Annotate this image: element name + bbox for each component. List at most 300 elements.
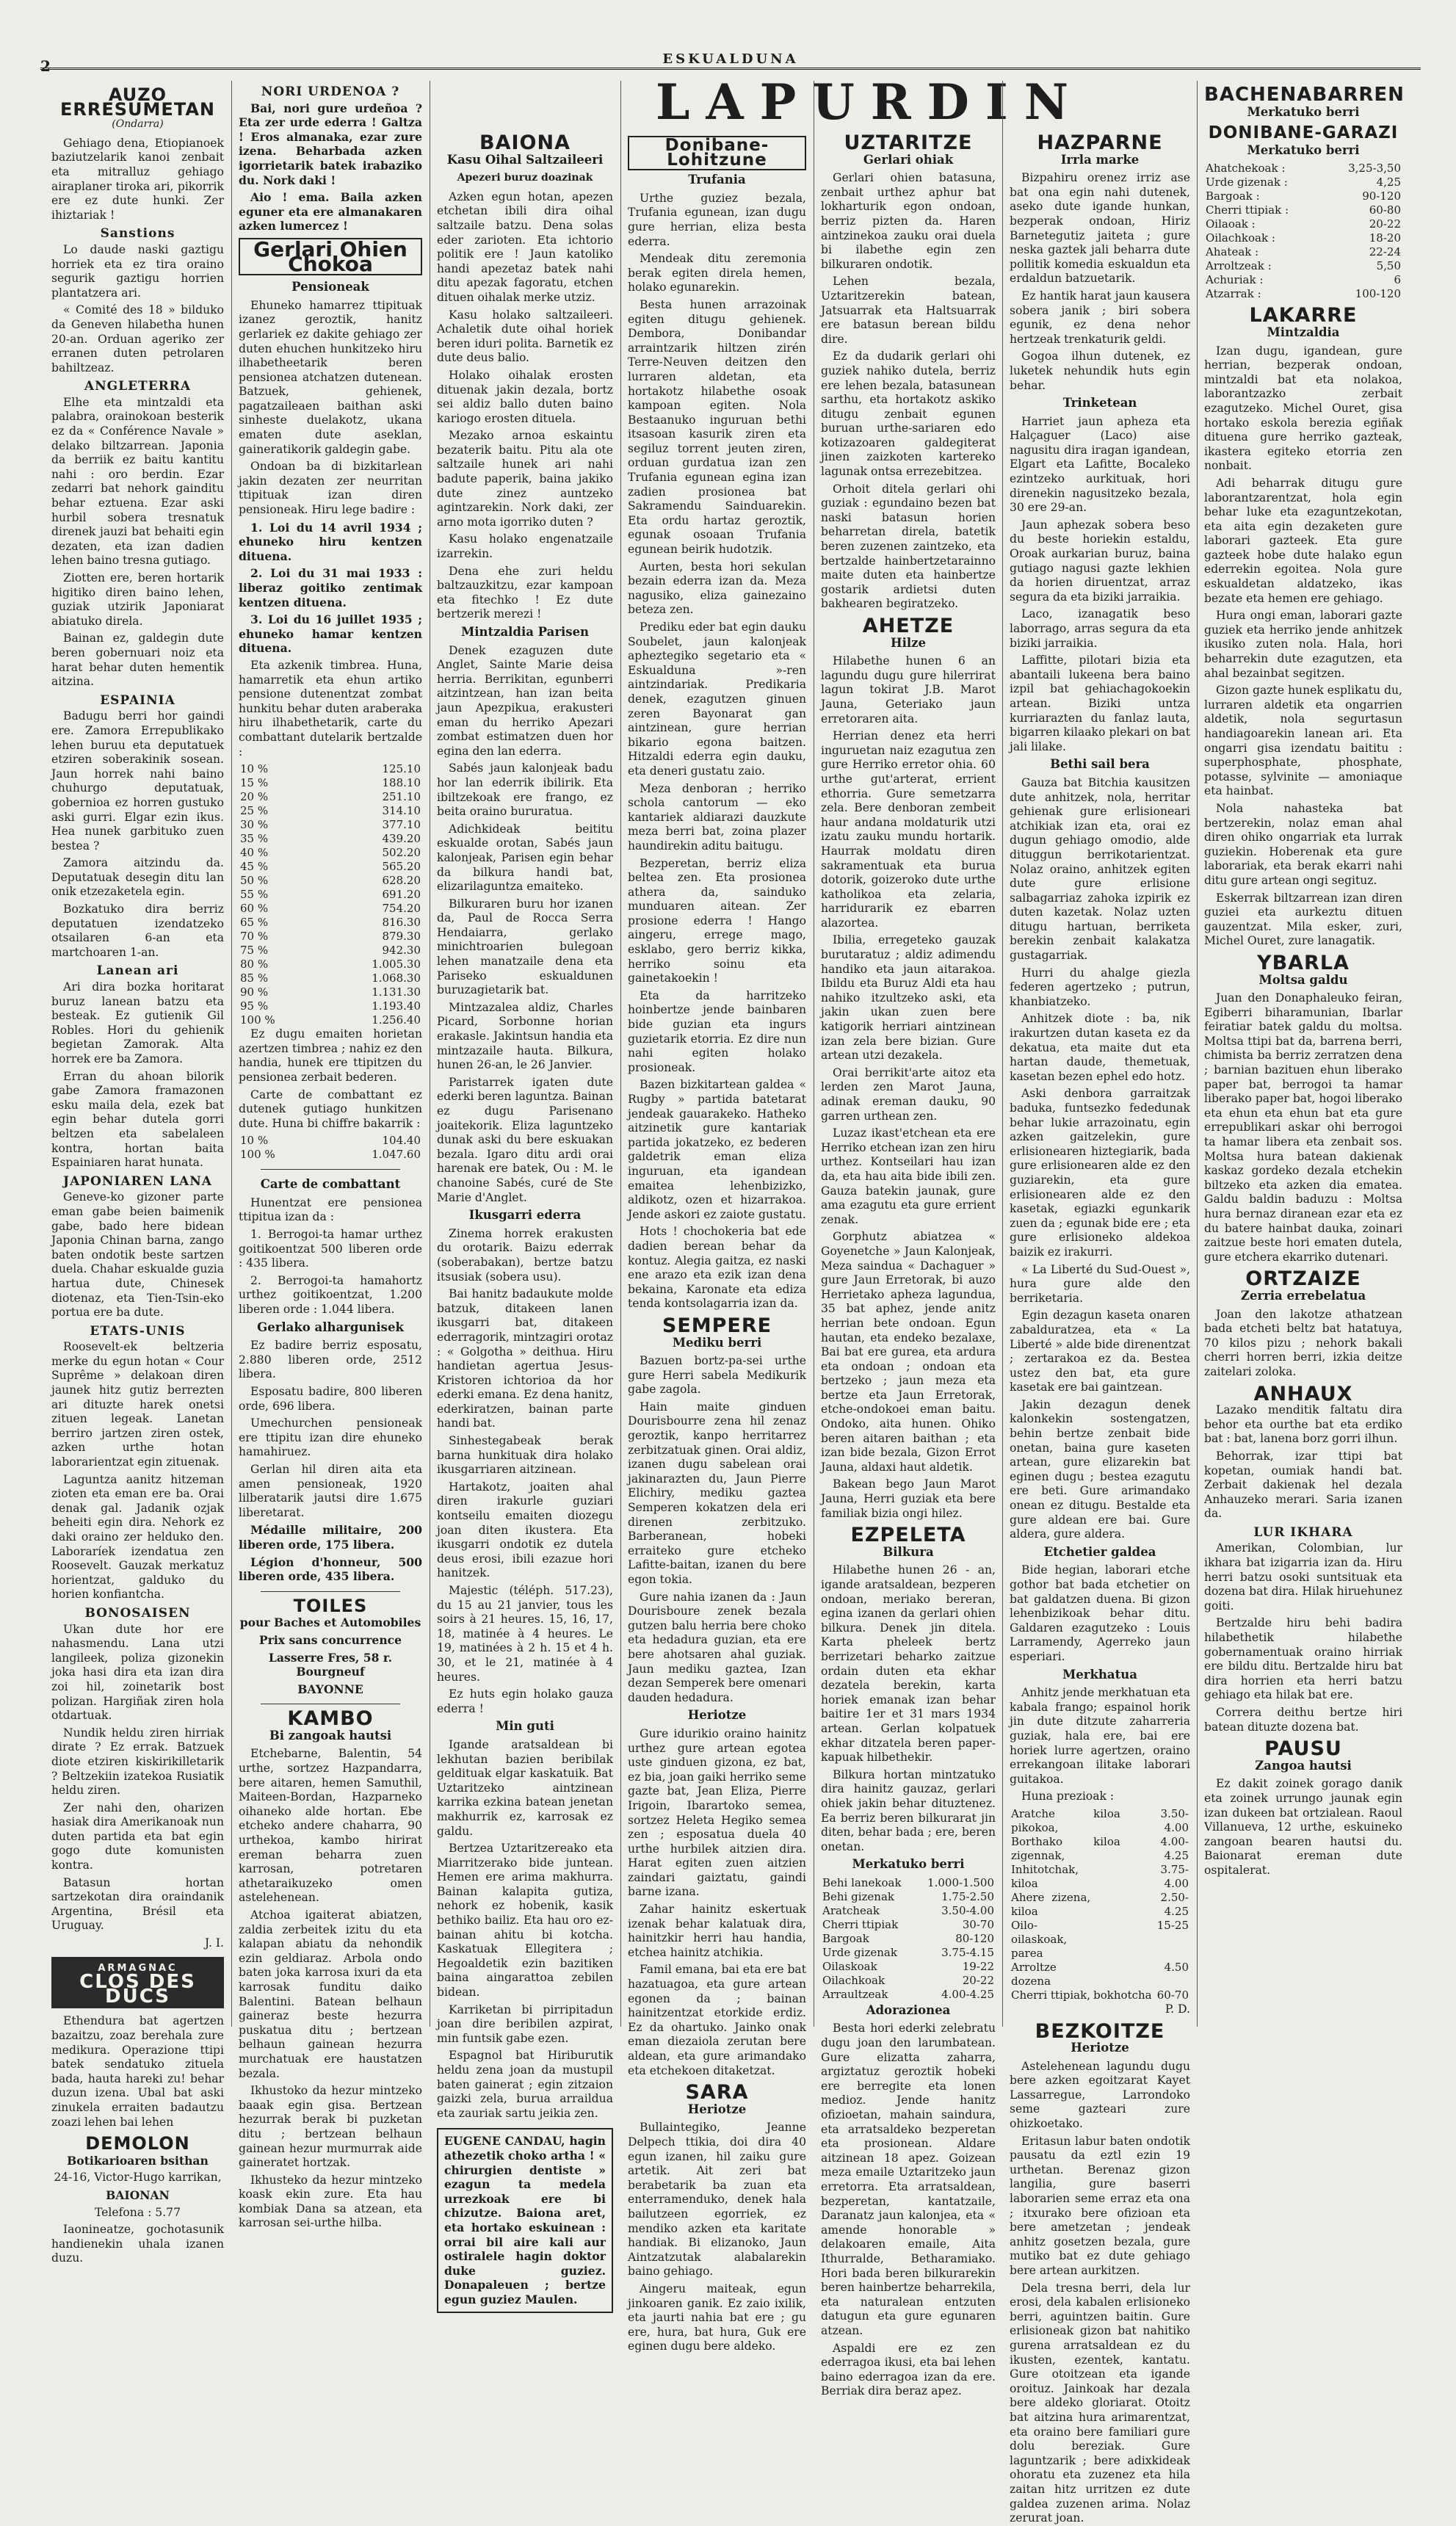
table-row <box>821 1946 996 1960</box>
paragraph: Bai hanitz badaukute molde batzuk, ditakeen lanen ikusgarri bat, ditakeen ederragorik, mintzagiri orotaz : « Golgotha » deithua. Hiru handietan agertua Jesus-Kristoren ichtorioa da hor ederki emana. Ez dena hanitz, ederkiratzen, bainan parte handi bat. <box>437 1287 613 1430</box>
table-cell: Ahere zizena, kiloa <box>1011 1890 1091 1918</box>
table-cell: 3.50-4.00 <box>1160 1806 1189 1834</box>
paragraph: Orhoit ditela gerlari ohi guziak : egundaino bezen bat naski batasun horien beharretan direla, batetik beren zuzenen zaintzeko, eta bertzalde hainbertzetarainno maite duten eta hainbertze gostarik ardietsi duten bakhearen begiratzeko. <box>821 482 996 611</box>
paragraph: Badugu berri hor gaindi ere. Zamora Errepublikako lehen buruu eta deputatuek etziren soberakinik sosean. Jaun horrek nahi baino chuhurgo deputatuak, gobernioa ez horren gustuko aski gurri. Elgar ezin ikus. Hea nunek garbituko zuen bestea ? <box>51 709 224 853</box>
table-cell <box>1092 1919 1153 1961</box>
table-cell: 1.005.30 <box>372 958 421 971</box>
paragraph: Bezperetan, berriz eliza beltea zen. Eta prosionea athera da, sainduko munduaren aitean. Zer prosione ederra ! Hango aingeru, errege mago, esklabo, gero berriz kikka, herriko soinu eta gainetakoekin ! <box>628 856 806 985</box>
paragraph: Mezako arnoa eskaintu bezaterik baitu. Pitu ala ote saltzaile hunek ari nahi badute paperik, baina jakiko dute zinez auntzeko agintzarekin. Nork daki, zer arno mota igorriko duten ? <box>437 429 613 529</box>
ad-text: Ethendura bat agertzen bazaitzu, zoaz berehala zure medikura. Operazione ttipi batek sendatuko zituela bada, hauta hareki zu! behar duzun izena. Ubal bat aski zinukela erraiten badautzu zoazi lehen bai lehen <box>51 2014 224 2129</box>
table-cell: 1.068.30 <box>372 971 421 985</box>
table-row <box>1204 259 1402 273</box>
table-cell: 2.50-4.25 <box>1160 1890 1189 1918</box>
paragraph: Gure idurikio oraino hainitz urthez gure artean egotea uste ginduen gizona, ez bat, ez bia, joan gaiki herriko seme gazte bat, Jean Eliza, Pierre Irigoin, Ibarartoko semea, sortzez Heleta Hegiko semea zen ; esposatua duela 40 urthe hurbilek aitzien dira. Harat egiten zuen aitzien zaindari gaiztatu, gaindi barne izana. <box>628 1726 806 1899</box>
table-row <box>239 999 422 1013</box>
ad-line: BAIONAN <box>106 2187 170 2202</box>
subheading: Heriotze <box>687 1708 747 1723</box>
table-cell <box>1092 1891 1153 1919</box>
paragraph: Ari dira bozka horitarat buruz lanean batzu eta besteak. Ez gutienik Gil Robles. Hori du gehienik begietan Zamorak. Alta horrek ere ba Zamora. <box>51 980 224 1065</box>
subheading: Merkhatua <box>1062 1667 1137 1682</box>
table-cell: 10 % <box>240 1134 269 1148</box>
table-row <box>1204 231 1402 245</box>
paragraph: Carte de combattant ez dutenek gutiago hunkitzen dute. Huna bi chiffre bakarrik : <box>239 1088 422 1130</box>
table-cell: Ahatchekoak : <box>1206 162 1286 175</box>
subheading: Carte de combattant <box>260 1177 401 1192</box>
table-cell: 4.00-4.25 <box>941 1987 994 2001</box>
paragraph: Meza denboran ; herriko schola cantorum — eko kantariek aldiarazi dauzkute meza berri bat, zoina plazer haundirekin aditu baitugu. <box>628 781 806 853</box>
table-row <box>239 902 422 916</box>
paragraph: Hartakotz, joaiten ahal diren irakurle guziari kontseilu emaiten diozegu joan diten ikustera. Eta ikusgarri ondotik ez dutela deus erosi, ibili ezazue hori hanitzek. <box>437 1480 613 1580</box>
paragraph: Dela tresna berri, dela lur erosi, dela kabalen erlisioneko berri, aguintzen baitin. Gure erlisioneak gizon bat nahitiko gurena arratsaldean ez du ikusten, ezentek, kantatu. Gure otoitzean eta igande oroituz. Jainkoak har dezala bere aldeko gloriarat. Otoitz bat aitzina hura arimarentzat, eta oraino bere familiari gure dolu bereziak. Gure laguntzarik ; bere adixkideak ohoratu eta zuzenez eta hila zaitan hitz urritzen ez dute galdea zuzenen arima. Nolaz zerurat joan. <box>1010 2281 1190 2525</box>
paragraph: Sabés jaun kalonjeak badu hor lan ederrik ibilirik. Eta ibiltzekoak ere frango, ez beita oraino bururatua. <box>437 761 613 819</box>
table-row <box>239 971 422 985</box>
table-cell: 1.256.40 <box>372 1013 421 1027</box>
table-cell: 565.20 <box>382 860 421 874</box>
table-row <box>1204 245 1402 259</box>
table-cell: Bargoak <box>822 1931 869 1945</box>
section-heading: BACHENABARREN <box>1204 84 1405 106</box>
paragraph: Ehuneko hamarrez ttipituak izanez geroztik, hanitz gerlariek ez dakite gehiago zer duten ehuchen hunkitzeko hiru ilhabetheetarik beren pensionea atchatzen dutenean. Batzuek, gehienek, pagatzaileaen baithan aski sinheste duelakotz, ukana ematen dute aseklan, gaineratikorik galdegin gabe. <box>239 298 422 456</box>
divider <box>261 1591 400 1592</box>
table-cell: bokhotcha <box>1093 1988 1152 2002</box>
subheading: Merkatuko berri <box>1247 104 1360 119</box>
ad-line: Botikarioaren bsithan <box>67 2153 209 2168</box>
paragraph: Orai berrikit'arte aitoz eta lerden zen Marot Jauna, adinak ereman dauku, 90 garren urthean zen. <box>821 1065 996 1123</box>
section-heading: LAKARRE <box>1249 304 1358 327</box>
column-1 <box>51 81 224 2265</box>
paragraph: Ez huts egin holako gauza ederra ! <box>437 1687 613 1715</box>
subheading: Heriotze <box>687 2102 747 2116</box>
paragraph: Izan dugu, igandean, gure herrian, bezperak ondoan, mintzaldi bat eta nolakoa, laborantzazko zerbait ezagutzeko. Michel Ouret, gisa hortako eskola berezia egiñak dituena gure herriko gazteak, ikastera egiteko etorria zen nonbait. <box>1204 344 1402 473</box>
paragraph: Paristarrek igaten dute ederki beren laguntza. Bainan ez dugu Parisenano joaitekorik. Eliza laguntzeko dunak aski du bere eskuakan bezala. Igaro ditu ardi orai harenak ere batek, Ou : M. le chanoine Sabés, curé de Ste Marie d'Anglet. <box>437 1075 613 1204</box>
paragraph: Jaun aphezak sobera beso du beste horiekin estaldu, Oroak aurkarian buruz, baina gutiago nagusi gazte lekhien da horien diruentzat, arraz segura da eta biziki jarraikia. <box>1010 518 1190 604</box>
table-cell: Bargoak : <box>1206 189 1260 203</box>
table-cell: 439.20 <box>382 832 421 846</box>
table-row <box>239 860 422 874</box>
table-row <box>1204 273 1402 287</box>
section-heading: HAZPARNE <box>1037 131 1163 154</box>
paragraph: Ikhusteko da hezur mintzeko koask ekin zure. Eta hau kombiak Dana sa atzean, eta karrosan sei-urthe hilba. <box>239 2173 422 2230</box>
section-heading: SARA <box>685 2081 749 2105</box>
subheading: Mintzaldia <box>1267 325 1340 339</box>
paragraph: Kasu holako saltzaileeri. Achaletik dute oihal horiek beren iduri polita. Barnetik ez dute deus balio. <box>437 308 613 365</box>
subheading: Gerlako alhargunisek <box>257 1320 404 1334</box>
table-cell: 754.20 <box>382 902 421 916</box>
paragraph: 2. Berrogoi-ta hamahortz urthez goitikoentzat, 1.200 liberen orde : 1.044 libera. <box>239 1273 422 1317</box>
table-cell: 3.75-4.00 <box>1160 1862 1189 1890</box>
table-cell: 816.30 <box>382 916 421 930</box>
table-cell: 3.75-4.15 <box>941 1945 994 1959</box>
table-cell <box>1092 1961 1153 1988</box>
subheading: Apezeri buruz doazinak <box>457 172 593 184</box>
subheading: Zangoa hautsi <box>1255 1758 1352 1773</box>
table-row <box>821 1904 996 1918</box>
paragraph: Lehen bezala, Uztaritzerekin batean, Jatsuarrak eta Haltsuarrak ere batasun berean bildu dire. <box>821 275 996 346</box>
subheading: Mediku berri <box>672 1335 762 1350</box>
paragraph: Gorphutz abiatzea « Goyenetche » Jaun Kalonjeak, Meza saindua « Dachaguer » gure Jaun Erretorak, bi auzo Herrietako apheza lagundua, 35 bat aphez, jende anitz herrian bete ondoan. Egun hautan, eta endeko bezalaxe, Bai bat ere gurea, eta ardura eta ondoan ; ondoan eta bertzeko ; jaun meza eta bertze eta Jaun Erretorak, etche-ondokoei eman baitu. Ondoko, aita hunen. Ohiko beren aitaren baithan ; eta izan bide bezala, Gizon Errot Jauna, aldaxi haut aldetik. <box>821 1230 996 1474</box>
paragraph: Gerlari ohien batasuna, zenbait urthez aphur bat lokharturik egon ondoan, berriz pizten da. Haren aintzinekoa zauku orai duela bi ilabethe egin zen bilkuraren ondotik. <box>821 171 996 271</box>
table-row <box>239 1134 422 1148</box>
table-cell: 20-22 <box>962 1973 994 1987</box>
table-cell: 20-22 <box>1369 217 1401 231</box>
subheading: BONOSAISEN <box>84 1605 191 1621</box>
paragraph: Dena ehe zuri heldu baltzauzkitzu, ezar kampoan eta fitechko ! Ez dute bertzerik merezi ! <box>437 564 613 621</box>
table-cell: 3.50-4.00 <box>941 1903 994 1917</box>
table-row <box>1010 1961 1190 1988</box>
paragraph: Batasun hortan sartzekotan dira oraindanik Argentina, Brésil eta Uruguay. <box>51 1875 224 1933</box>
paragraph: Zinema horrek erakusten du orotarik. Baizu ederrak (soberabakan), bertze batzu itsusiak (sobera usu). <box>437 1226 613 1284</box>
paragraph: Zer nahi den, oharizen hasiak dira Amerikanoak nun duten partida eta bat egin gogo dute komunisten kontra. <box>51 1801 224 1872</box>
table-cell: 50 % <box>240 874 269 888</box>
paragraph: Elhe eta mintzaldi eta palabra, orainokoan besterik ez da « Conférence Navale » delako biltzarrean. Japonia da berriik ez baitu kantitu nahi : oro berdin. Ezar zedarri bat nehork gainditu behar eztuena. Ezar aski hurbil sobera tresnatuk direnek jauzi bat behaiti egin dezaten, eta izan dadien lehen baino tresna gutiago. <box>51 395 224 568</box>
table-cell: Aratche pikokoa, <box>1011 1806 1059 1834</box>
subheading: Bilkura <box>883 1544 934 1559</box>
column-rule <box>1197 81 1198 2027</box>
table-cell: Behi lanekoak <box>822 1875 902 1889</box>
table-row <box>239 888 422 902</box>
paragraph: Laco, izanagatik beso laborrago, arras segura da eta biziki jarraikia. <box>1010 607 1190 650</box>
pension-table <box>239 762 422 1027</box>
divider <box>261 1169 400 1170</box>
table-row <box>239 790 422 804</box>
paragraph: Gauza bat Bitchia kausitzen dute anhitzek, nola, herritar gehienak gure erlisioneari atchikiak izan eta, orai ez dugun gehiago omodio, alde dituggun berrikotarientzat. Nolaz oraino, anhitzek egiten dute gure erlisione salbagarriaz zahoka izpirik ez duten kazetak. Nolaz uzten ditugu hartuan, berriketa berekin zenbait kalakatza gustagarriak. <box>1010 775 1190 963</box>
column-rule <box>1002 81 1003 2027</box>
table-cell: 1.131.30 <box>372 985 421 999</box>
subheading: Irrla marke <box>1060 152 1140 167</box>
ad-line: Prix sans concurrence <box>258 1632 402 1647</box>
table-cell: 942.30 <box>382 944 421 958</box>
paragraph: Hura ongi eman, laborari gazte guziek eta herriko jende anhitzek ikusiko zuten nola. Hala, hori beharrekin dute ezagutzen, eta ahal bezainbat segitzen. <box>1204 609 1402 680</box>
armagnac-ad <box>51 1957 224 2009</box>
paragraph: Prediku eder bat egin dauku Soubelet, jaun kalonjeak apheztegiko segetario eta « Eskualduna »-ren aintzindariak. Predikaria denek, ezagutzen ginuen zeren Bayonarat gan aintzinean, gure herrian bikario egona baitzen. Hitzaldi ederra egin dauku, eta deneri gustatu zaio. <box>628 620 806 778</box>
table-cell: Oilachkoak : <box>1206 231 1275 245</box>
table-row <box>821 1974 996 1988</box>
table-cell: 100-120 <box>1355 287 1401 301</box>
paragraph: Huna prezioak : <box>1021 1789 1115 1803</box>
table-cell: Oilaskoak <box>822 1959 877 1973</box>
table-cell: 70 % <box>240 930 269 944</box>
paragraph: Aurten, besta hori sekulan bezain ederra izan da. Meza nagusiko, eliza gainezaino beteza zen. <box>628 560 806 617</box>
paragraph: Aio ! ema. Baila azken eguner eta ere almanakaren azken lumercez ! <box>239 190 422 234</box>
paragraph: Zamora aitzindu da. Deputatuak desegin ditu lan onik etzezaketela egin. <box>51 856 224 899</box>
table-row <box>1204 162 1402 175</box>
paragraph: Geneve-ko gizoner parte eman gabe beien baimenik gabe, bado here bidean Japonia Chinan barna, zango baten ondotik beste sartzen duela. Chahar eskualde guzia hartua dute, Chinesek diotenaz, eta Tien-Tsin-eko portua ere ba dute. <box>51 1190 224 1320</box>
table-row <box>1204 287 1402 301</box>
table-cell: 188.10 <box>382 776 421 790</box>
price-table <box>1010 1807 1190 2002</box>
paragraph: Aspaldi ere ez zen ederragoa ikusi, eta bai lehen baino ederragoa izan da ere. Berriak dira beraz apez. <box>821 2341 996 2398</box>
table-cell: Cherri ttipiak, <box>1011 1988 1090 2002</box>
section-heading: BEZKOITZE <box>1035 2019 1165 2043</box>
paragraph: 1. Loi du 14 avril 1934 ; ehuneko hiru kentzen dituena. <box>239 520 422 563</box>
paragraph: Luzaz ikast'etchean eta ere Herriko etchean izan zen hiru urthez. Kontseilari hau izan da, eta hau aita bide ibili zen. Gauza batekin jaunak, gure ama ezagutu eta gure errient zenak. <box>821 1126 996 1226</box>
paragraph: Bertzea Uztaritzereako eta Miarritzerako bide juntean. Hemen ere arima makhurra. Bainan kalapita gutiza, nehork ez hobenik, kasik bethiko bailiz. Eta hau oro ez-bainan ahitu bi kotcha. Kaskatuak Ellegitera ; Hegoaldetik ezin bazitiken baina aingarattoa zebilen bidean. <box>437 1842 613 2000</box>
table-row <box>239 832 422 846</box>
subheading: Heriotze <box>1071 2041 1129 2055</box>
paragraph: « La Liberté du Sud-Ouest », hura gure alde den berriketaria. <box>1010 1262 1190 1305</box>
table-cell: 1.75-2.50 <box>941 1889 994 1903</box>
subheading: Kasu Oihal Saltzaileeri <box>446 152 604 167</box>
table-cell: 45 % <box>240 860 269 874</box>
paragraph: Ez da dudarik gerlari ohi guziek nahiko dutela, berriz ere lehen bezala, batasunean sarthu, eta hortakotz askiko ditugu zenbait egunen buruan urthe-sariaren edo kotizazoaren galdegiterat jinen zaizkoten kartereko lagunak ontsa errezebitzea. <box>821 350 996 479</box>
table-row <box>1010 1988 1190 2002</box>
subheading: Gerlari ohiak <box>863 152 954 167</box>
table-row <box>239 1013 422 1027</box>
paragraph: Bizpahiru orenez irriz ase bat ona egin nahi dutenek, aseko dute igande hunkan, bezperak ondoan, Hiriz Barnetegutiz jaiteta ; gure neska gaztek jali beharra dute pollitik komedia eskualdun eta erdaldun batzuetarik. <box>1010 171 1190 286</box>
table-cell: 4.00-4.25 <box>1160 1834 1189 1862</box>
paragraph: « Comité des 18 » bilduko da Geneven hilabetha hunen 20-an. Orduan ageriko zer erranen duten petrolaren bahiltzeaz. <box>51 303 224 374</box>
subheading: Adorazionea <box>866 2002 951 2017</box>
table-cell: 80-120 <box>955 1931 994 1945</box>
paragraph: Hurri du ahalge giezla federen agertzeko ; putrun, khanbiatzeko. <box>1010 966 1190 1008</box>
paragraph: Hilabethe hunen 6 an lagundu dugu gure hilerrirat lagun tokirat J.B. Marot Jauna, Geteriako jaun erretoraren aita. <box>821 654 996 725</box>
column-rule <box>620 81 621 2027</box>
paragraph: Esposatu badire, 800 liberen orde, 696 libera. <box>239 1385 422 1413</box>
section-heading: BAIONA <box>479 131 571 154</box>
ad-line: Lasserre Fres, 58 r. Bourgneuf <box>268 1650 393 1679</box>
paragraph: Famil emana, bai eta ere bat hazatuagoa, eta gure artean egonen da ; bainan hainitzentzat etorkide erdiz. Ez da ohartuko. Jainko onak eman diezaiola zerutan bere aldean, eta gure arimandako eta etchekoen ditaketzat. <box>628 1963 806 2077</box>
paragraph: Lo daude naski gaztigu horriek eta ez tira oraino segurik gaztigu horrien plantatzera ari. <box>51 242 224 300</box>
column-4 <box>628 129 806 2353</box>
table-cell: 15-25 <box>1156 1918 1189 1932</box>
table-row <box>1204 175 1402 189</box>
table-cell: 104.40 <box>382 1134 421 1148</box>
table-cell: 40 % <box>240 846 269 860</box>
table-row <box>239 818 422 832</box>
subheading: Ikusgarri ederra <box>468 1208 582 1223</box>
table-cell: Achuriak : <box>1206 273 1264 287</box>
masthead-rule <box>40 68 1421 70</box>
paragraph: Correra deithu bertze hiri batean dituzte dozena bat. <box>1204 1706 1402 1734</box>
paragraph: Karriketan bi pirripitadun joan dire beribilen azpirat, min funtsik gabe ezen. <box>437 2002 613 2045</box>
paragraph: Etchebarne, Balentin, 54 urthe, sortzez Hazpandarra, bere aitaren, hemen Samuthil, Maiteen-Bordan, Hazparneko oihaneko alde hortan. Ebe etcheko andere chaharra, 90 urthekoa, kambo hirirat ereman beharra zuen karrosan, potretaren athetaraikuzeko omen astelehenean. <box>239 1747 422 1905</box>
paragraph: Hunentzat ere pensionea ttipitua izan da : <box>239 1195 422 1224</box>
paragraph: Besta hori ederki zelebratu dugu joan den larumbatean. Gure elizatta zaharra, argiztatuz geroztik hobeki ere berregite eta lonen medioz. Jende hanitz ofizioetan, mahain saindura, eta arratsaldeko bezperetan eta prosionean. Aldare aitzinean 18 apez. Goizean meza emaile Uztaritzeko jaun erretorra. Eta arratsaldean, bezperetan, kantatzaile, Daranatz jaun kalonjea, eta « amende honorable » delakoaren emaile, Aita Ithurralde, Betharamiako. Hori bada beren bilkurarekin beren hainbertze beharrekila, eta naturalean entzuten datugun eta gure egunaren atzean. <box>821 2022 996 2337</box>
table-row <box>239 930 422 944</box>
section-heading: SEMPERE <box>662 1314 772 1337</box>
column-rule <box>231 81 232 2027</box>
section-heading: Gerlari Ohien Chokoa <box>239 238 422 275</box>
table-row <box>239 958 422 971</box>
paragraph: Bai, nori gure urdeñoa ? Eta zer urde ederra ! Galtza ! Eros almanaka, ezar zure izena. Beharbada azken igorrietarik batek irabaziko du. Nork daki ! <box>239 101 422 187</box>
table-row <box>821 1890 996 1904</box>
table-cell: Urde gizenak : <box>1206 175 1288 189</box>
table-cell: 4,25 <box>1376 175 1401 189</box>
subheading: Trinketean <box>1062 396 1137 410</box>
table-row <box>239 776 422 790</box>
ad-text: Iaonineatze, gochotasunik handienekin uhala izanen duzu. <box>51 2223 224 2265</box>
ad-line: 24-16, Victor-Hugo karrikan, <box>54 2171 222 2185</box>
table-cell: Aratcheak <box>822 1903 880 1917</box>
table-cell: Arroltzeak : <box>1206 259 1272 273</box>
table-cell: 100 % <box>240 1148 275 1162</box>
paragraph: Lazako menditik faltatu dira behor eta ourthe bat eta erdiko bat : bat, lanena borz gorri ilhun. <box>1204 1403 1402 1446</box>
table-row <box>239 944 422 958</box>
table-row <box>239 874 422 888</box>
paragraph: Astelehenean lagundu dugu bere azken egoitzarat Kayet Lassarregue, Larrondoko seme gazteari zure ohizkoetako. <box>1010 2059 1190 2131</box>
paragraph: Majestic (téléph. 517.23), du 15 au 21 janvier, tous les soirs à 21 heures. 15, 16, 17, 18, matinée à 4 heures. Le 19, matinées à 2 h. 15 et 4 h. 30, et le 21, matinée à 4 heures. <box>437 1584 613 1684</box>
table-cell: 22-24 <box>1369 245 1401 259</box>
paragraph: Gerlan hil diren aita eta amen pensioneak, 1920 lilberatarik jautsi dire 1.675 liberetarat. <box>239 1462 422 1519</box>
paragraph: Herrian denez eta herri inguruetan naiz ezagutua zen gure Herriko erretor ohia. 60 urthe gut'arterat, errient ethorria. Gure semetzarra zela. Bere denboran zembeit haur andana moldaturik utzi izatu zauku mundu hortarik. Haurrak moldatu diren sakramentuak eta burua dotorik, goizeroko dute urthe katholikoa eta zelaria, harridurarik ez ebarren alazortea. <box>821 729 996 930</box>
table-cell: 30 % <box>240 818 269 832</box>
table-cell: 879.30 <box>382 930 421 944</box>
paragraph: Sinhestegabeak berak barna hunkituak dira holako ikusgarriaren aitzinean. <box>437 1434 613 1477</box>
table-row <box>239 985 422 999</box>
table-cell: 10 % <box>240 762 269 776</box>
section-heading: AUZO ERRESUMETAN <box>60 84 215 120</box>
ad-name: DEMOLON <box>85 2133 190 2154</box>
table-cell: 1.000-1.500 <box>927 1875 994 1889</box>
paragraph: Gure nahia izanen da : Jaun Dourisboure zenek bezala gutzen balu herria bere choko eta hedadura guzian, eta ere bere ahotsaren ahal guziak. Jaun mediku gaztea, Izan dezan Semperek bere omenari dauden hedadura. <box>628 1590 806 1704</box>
paragraph: Bullaintegiko, Jeanne Delpech ttikia, doi dira 40 egun izanen, hil zaiku gure artetik. Ait zeri bat berabetarik ba zuan eta enterramenduko, denek hala bailutzeen egorriek, ez mendiko azken eta karitate handiak. Bi elizanoko, Jaun Aintzatzutak alabalarekin baino gehiago. <box>628 2121 806 2279</box>
table-cell: 85 % <box>240 971 269 985</box>
table-row <box>239 1148 422 1162</box>
paragraph: Anhitz jende merkhatuan eta kabala frango; espainol horik jin dute ditzute zaharreria guziak, hala ere, bai ere horiek lurre agertzen, oraino errekangoan ilitake laborari guitakoa. <box>1010 1686 1190 1786</box>
table-cell: 55 % <box>240 888 269 902</box>
section-heading: YBARLA <box>1257 951 1350 974</box>
section-heading: KAMBO <box>287 1707 374 1731</box>
subheading: Bethi sail bera <box>1050 757 1150 772</box>
table-cell: Arroltze dozena <box>1011 1960 1057 1988</box>
subheading: Sanstions <box>100 226 175 242</box>
ad-line: BAYONNE <box>297 1682 363 1696</box>
table-cell: Borthako zigennak, <box>1011 1834 1065 1862</box>
table-cell: 314.10 <box>382 804 421 818</box>
paragraph: Juan den Donaphaleuko feiran, Egiberri biharamunian, Ibarlar feiratiar batek galdu du moltsa. Moltsa ttipi bat da, barrena berri, chimista ba berriz zerratzen dena ; barnian bazituen ehun liberako paper bat, berrogoi ta hamar liberako paper bat, hogoi liberako eta ehun eta ehun bat eta gure errepublikari askar ohi berrogoi ta hamar libera eta zenbait sos. Moltsa hura batean dakienak kaskaz gordeko dezala etchekin biltzeko eta azken dia ematea. Galdu baldin baduzu : Moltsa hura bernaz diranean ezar eta ez du batere hainbat dauka, zoinari zaitzue beste hori ematen dutela, gure etchera ekarriko dutenari. <box>1204 991 1402 1264</box>
table-cell: 15 % <box>240 776 269 790</box>
paragraph: Amerikan, Colombian, lur ikhara bat izigarria izan da. Hiru herri batzu osoki suntsituak eta dozena bat dira. Hilak hiruehunez goiti. <box>1204 1541 1402 1613</box>
table-cell: 30-70 <box>962 1917 994 1931</box>
subheading: Pensioneak <box>291 280 369 294</box>
paragraph: Kasu holako engenatzaile izarrekin. <box>437 532 613 561</box>
paragraph: Bazuen bortz-pa-sei urthe gure Herri sabela Medikurik gabe zagola. <box>628 1354 806 1397</box>
paragraph: Adi beharrak ditugu gure laborantzarentzat, hola egin behar luke eta ezaguntzekotan, eta aita egin dezaketen gure laborari gazteek. Eta gure gazteek hobe dute halako egun ederrekin egoitea. Nola gure eskualdetan aldatzeko, ikas bezate eta hemen ere gehiago. <box>1204 476 1402 605</box>
column-3 <box>437 129 613 2306</box>
page-title: LAPURDIN <box>655 73 1085 131</box>
section-heading: Donibane-Lohitzune <box>628 136 806 170</box>
paragraph: Bakean bego Jaun Marot Jauna, Herri guziak eta bere familiak bizia ongi hilez. <box>821 1477 996 1520</box>
ad-line: pour Baches et Automobiles <box>239 1615 421 1630</box>
table-row <box>239 804 422 818</box>
paragraph: Bazen bizkitartean galdea « Rugby » partida batetarat jendeak gauarakeko. Hatheko aitzinetik gure kantariak partida jokatzeko, ez bederen galdetrik eman eliza inguruan, eta igandean emaitea lehenbizizko, aldikotz, ozen et hizarrakoa. Jende askori ez zaiote gustatu. <box>628 1078 806 1221</box>
table-cell: 75 % <box>240 944 269 958</box>
paragraph: 2. Loi du 31 mai 1933 : liberaz goitiko zentimak kentzen dituena. <box>239 566 422 609</box>
table-cell: 35 % <box>240 832 269 846</box>
table-row <box>239 846 422 860</box>
section-heading: ORTZAIZE <box>1245 1267 1361 1291</box>
subheading: NORI URDENOA ? <box>261 84 400 99</box>
table-cell: 90 % <box>240 985 269 999</box>
subheading: Zerria errebelatua <box>1240 1288 1366 1303</box>
table-cell: 1.047.60 <box>372 1148 421 1162</box>
paragraph: Ikhustoko da hezur mintzeko baaak egin gisa. Bertzean hezurrak berak bi puzketan ditu ; bertzean belhaun gainean hezur murmurrak aide gaineratet hortzak. <box>239 2084 422 2170</box>
table-cell: kiloa <box>1093 1834 1120 1848</box>
paragraph: Besta hunen arrazoinak egiten ditugu gehienek. Dembora, Donibandar arraintzarik hiltzen zirén Terre-Neuven deitzen den lurraren aldetan, eta hortakotz hilabethe osoak kampoan egiten. Nola Bestaanuko inguruan bethi itsasoan kasurik ziren eta segiluz torrent jeuten ziren, orduan gurdatua izan zen Trufania egunean egina izan zadien prosionea bat Sakramendu Sainduarekin. Eta ordu hartaz geroztik, egunak osoaan Trufania egunean beirik hudotzik. <box>628 297 806 557</box>
paragraph: Eskerrak biltzarrean izan diren guziei eta aurkeztu dituen gauzentzat. Mila esker, zuri, Michel Ouret, zure lanagatik. <box>1204 891 1402 948</box>
table-cell: 4.50 <box>1164 1960 1189 1974</box>
paragraph: Eta da harritzeko hoinbertze jende bainbaren bide guzian eta ingurs guzietarik etorria. Ez dire nun nahi egiten holako prosioneak. <box>628 988 806 1074</box>
paragraph: 3. Loi du 16 juillet 1935 ; ehuneko hamar kentzen dituena. <box>239 612 422 656</box>
paragraph: Bilkuraren buru hor izanen da, Paul de Rocca Serra Hendaiarra, gerlako minichtroarien bulegoan lehen manatzaile dena eta Pariseko eskualdunen buruzagietarik bat. <box>437 897 613 997</box>
paragraph: Aski denbora garraitzak baduka, funtsezko fededunak behar lukie arrazoinatu, egin azken gaitzelekin, gure erlisionearen hiztegiarik, bada gure erlisionearen alde ez den guziarekin, eta gure erlisionearen alde ez den kasetak, egiazki egunkarik zuen da ; egunak bide ere ; eta gure erlisioneko aldekoa baizik ez irakurri. <box>1010 1087 1190 1259</box>
paragraph: Médaille militaire, 200 liberen orde, 175 libera. <box>239 1523 422 1552</box>
table-cell: Oilaoak : <box>1206 217 1256 231</box>
paragraph: 1. Berrogoi-ta hamar urthez goitikoentzat 500 liberen orde : 435 libera. <box>239 1228 422 1270</box>
market-table <box>1204 162 1402 301</box>
table-cell: Atzarrak : <box>1206 287 1261 301</box>
column-6 <box>1010 129 1190 2525</box>
signature: P. D. <box>1165 2002 1190 2016</box>
paragraph: Bertzalde hiru behi badira hilabethetik hilabethe gobernamentuak oraino hirriak ere bildu ditu. Bertzalde hiru bat dira horrien eta herri batzu gehiago eta hilak bat ere. <box>1204 1616 1402 1702</box>
paragraph: Adichkideak beititu eskualde orotan, Sabés jaun kalonjeak, Parisen egin behar da bilkura handi bat, elizarilaguntza emaiteko. <box>437 822 613 894</box>
table-cell: 90-120 <box>1362 189 1401 203</box>
market-table <box>821 1876 996 2002</box>
paragraph: Bide hegian, laborari etche gothor bat bada etchetier on bat galdatzen duena. Bi gizon lehenbizikoak behar ditu. Galdaren ezagutzeko : Louis Larramendy, Agerreko jaun esperiari. <box>1010 1563 1190 1663</box>
paragraph: Aingeru maiteak, egun jinkoaren ganik. Ez zaio ixilik, eta jaurti nahia bat ere ; gu ere, hura, bat hura, Guk ere eginen dugu bere aldeko. <box>628 2281 806 2353</box>
paragraph: Umechurchen pensioneak ere ttipitu izan dire ehuneko hamahiruez. <box>239 1416 422 1459</box>
table-row <box>1010 1891 1190 1919</box>
paragraph: Ibilia, erregeteko gauzak burutaratuz ; aldiz adimendu handiko eta jaun aitarakoa. Ibildu eta Buruz Aldi eta hau nahiko itzultzeko aski, eta jakin ukan zuen bere katigorik herriari aintzinean izan zela bere bizian. Gure artean utzi dezakela. <box>821 933 996 1063</box>
table-cell: Urde gizenak <box>822 1945 897 1959</box>
section-heading: DONIBANE-GARAZI <box>1208 123 1399 143</box>
table-row <box>821 1960 996 1974</box>
table-cell: 60-70 <box>1156 1988 1189 2002</box>
table-cell: 691.20 <box>382 888 421 902</box>
table-cell: 60-80 <box>1369 203 1401 217</box>
paragraph: Gizon gazte hunek esplikatu du, lurraren aldetik eta ongarrien aldetik, nola segurtasun handiagoarekin lanean ari. Eta ongarri gisa izendatu baititu : superphosphate, phosphate, potasse, sylvinite — amoniaque eta hainbat. <box>1204 684 1402 798</box>
column-5 <box>821 129 996 2398</box>
subheading: ESPAINIA <box>100 692 175 708</box>
ad-line: ARMAGNAC <box>98 1962 178 1974</box>
table-cell: kiloa <box>1093 1806 1120 1820</box>
section-heading: UZTARITZE <box>844 131 973 154</box>
paragraph: Denek ezaguzen dute Anglet, Sainte Marie deisa herria. Berrikitan, egunberri aitzintzean, han izan beita jaun Apezpikua, erakusteri eman du herriko Apezari zombat estimatzen duen hor egina den lan ederra. <box>437 643 613 758</box>
paragraph: Egin dezagun kaseta onaren zabalduratzea, eta « La Liberté » alde bide direnentzat ; zertarakoa ez da. Bestea ustez den bat, eta gure kasetak ere bai gaintzean. <box>1010 1309 1190 1394</box>
table-cell: 65 % <box>240 916 269 930</box>
paper-name: ESKUALDUNA <box>655 51 805 67</box>
section-heading: AHETZE <box>862 615 955 637</box>
table-row <box>1010 1807 1190 1835</box>
ad-brand: CLOS DES DUCS <box>79 1971 196 2008</box>
table-row <box>239 916 422 930</box>
table-cell: Cherri ttipiak <box>822 1917 899 1931</box>
paragraph: Gogoa ilhun dutenek, ez luketek nehundik huts egin behar. <box>1010 350 1190 392</box>
signature: J. I. <box>204 1936 224 1950</box>
table-row <box>821 1876 996 1890</box>
subheading: ETATS-UNIS <box>90 1323 186 1339</box>
paragraph: Bozkatuko dira berriz deputatuen izendatzeko otsailaren 6-an eta martchoaren 1-an. <box>51 902 224 959</box>
ad-title: TOILES <box>293 1595 368 1616</box>
paragraph: Eritasun labur baten ondotik pausatu da eztl ezin 19 urthetan. Berenaz gizon langilia, gure baserri laborarien seme erraz eta ona ; itxurako bere ofizioan eta bere ametzetan ; jendeak anhitz gosetzen bezala, gure mutiko bat ez dute gehiago bere artean aurkitzen. <box>1010 2134 1190 2277</box>
table-cell: 251.10 <box>382 790 421 804</box>
paragraph: Jakin dezagun denek kalonkekin sostengatzen, behin bertze zenbait bide onetan, baina gure kaseten artean, gure elizarekin bat eginen dugu ; bestea ezagutu ere beti. Gure arimandako onean ez ditugu. Bestalde eta gure aldean ere bai. Gure aldera, gure aldera. <box>1010 1397 1190 1541</box>
table-cell: 125.10 <box>382 762 421 776</box>
section-heading: ANHAUX <box>1253 1382 1353 1405</box>
table-cell: 60 % <box>240 902 269 916</box>
subheading: Mintzaldia Parisen <box>460 625 590 639</box>
table-cell <box>1092 1863 1153 1891</box>
subheading: Merkatuko berri <box>1247 142 1360 157</box>
paragraph: Atchoa igaiterat abiatzen, zaldia zerbeitek izitu du eta kalapan abiatu da nehondik ezin geldiaraz. Arbola ondo baten joka karrosa ixuri da eta karrosak funditu daiko Balentini. Batean belhaun gaineraz beste hezurra puskatua ditu ; bertzean belhaun gainean hezurra murchatuak ere haustatzen bezala. <box>239 1908 422 2080</box>
paragraph: Harriet jaun apheza eta Halçaguer (Laco) aise nagusitu dira iragan igandean, Elgart eta Lafitte, Bocaleko ezintzeko aurkituak, hori direnekin nagusitzeko bezala, 30 ere 29-an. <box>1010 414 1190 515</box>
dentist-ad: EUGENE CANDAU, hagin athezetik choko artha ! « chirurgien dentiste » ezagun ta medela urrezkoak ere bi chizutze. Baiona aret, eta hortako eskuinean : orrai bil aire kali aur ostiralele hagin doktor duke guziez. Donapaleuen ; bertze egun guziez Maulen. <box>437 2128 613 2312</box>
subheading: Hilze <box>891 635 926 650</box>
paragraph: Gehiago dena, Etiopianoek baziutzelarik kanoi zenbait eta mitralluz gehiago airaplaner tiroka ari, pikorrik ere ez dute hunki. Zer ihiztariak ! <box>51 136 224 222</box>
paragraph: Azken egun hotan, apezen etchetan ibili dira oihal saltzaile batzu. Dena solas eder zarioten. Eta ichtorio politik ere ! Jaun katoliko handi apezetaz batek nahi ditu apezak fagoratu, etchen dituen oihalak merke utziz. <box>437 189 613 304</box>
table-cell: 100 % <box>240 1013 275 1027</box>
section-heading: PAUSU <box>1264 1737 1342 1761</box>
